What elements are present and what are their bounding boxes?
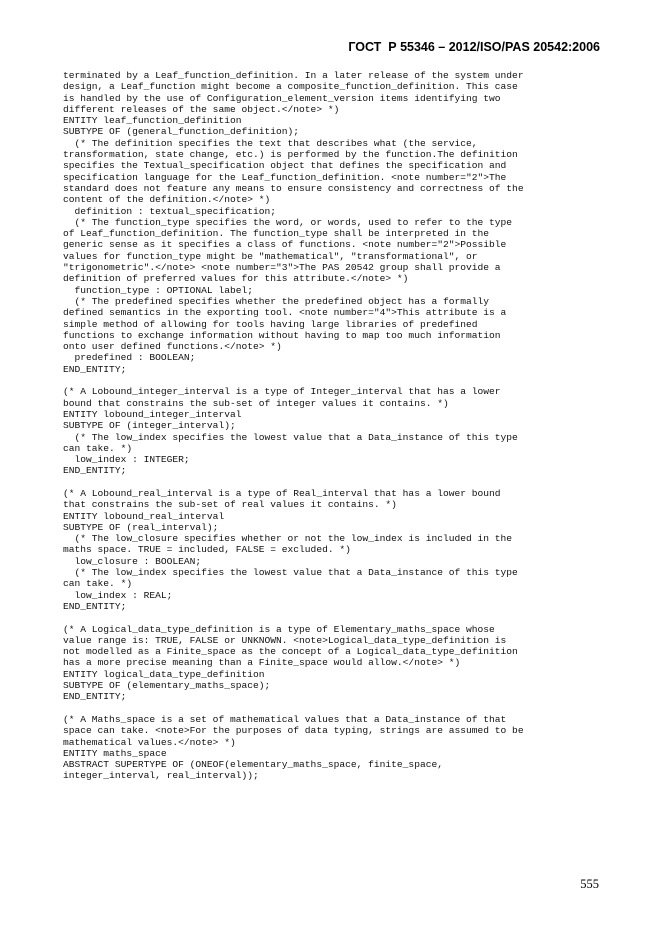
text-line: content of the definition.</note> *) [63, 194, 271, 206]
text-line: different releases of the same object.</note> *) [63, 103, 340, 115]
text-line: onto user defined functions.</note> *) [63, 341, 282, 353]
text-line: ENTITY leaf_function_definition [63, 115, 242, 127]
text-line: values for function_type might be "mathematical", "transformational", or [63, 250, 478, 262]
text-line: functions to exchange information without having to map too much information [63, 329, 501, 341]
text-line: design, a Leaf_function might become a composite_function_definition. This case [63, 81, 518, 93]
blank-line [63, 612, 603, 623]
text-line: definition of preferred values for this attribute.</note> *) [63, 273, 409, 285]
text-line: transformation, state change, etc.) is performed by the function.The definition [63, 149, 518, 161]
text-line: predefined : BOOLEAN; [63, 352, 196, 364]
text-line: ENTITY lobound_integer_interval [63, 408, 242, 420]
text-line: SUBTYPE OF (integer_interval); [63, 420, 236, 432]
text-line: function_type : OPTIONAL label; [63, 284, 253, 296]
document-body [63, 70, 603, 782]
text-line: space can take. <note>For the purposes of data typing, strings are assumed to be [63, 725, 524, 737]
text-line: "trigonometric".</note> <note number="3">The PAS 20542 group shall provide a [63, 262, 501, 274]
text-line: (* A Logical_data_type_definition is a type of Elementary_maths_space whose [63, 623, 495, 635]
text-line: is handled by the use of Configuration_element_version items identifying two [63, 92, 501, 104]
text-line: low_closure : BOOLEAN; [63, 555, 202, 567]
text-line: specification language for the Leaf_function_definition. <note number="2">The [63, 171, 507, 183]
text-line: (* The function_type specifies the word, or words, used to refer to the type [63, 216, 513, 228]
text-line: low_index : INTEGER; [63, 454, 190, 466]
text-line: END_ENTITY; [63, 600, 127, 612]
text-line: ENTITY lobound_real_interval [63, 510, 225, 522]
blank-line [63, 375, 603, 386]
document-header: ГОСТ Р 55346 – 2012/ISO/PAS 20542:2006 [348, 40, 600, 54]
page-number: 555 [580, 877, 599, 891]
text-line: mathematical values.</note> *) [63, 736, 236, 748]
text-line: (* The low_index specifies the lowest value that a Data_instance of this type [63, 567, 518, 579]
text-line: definition : textual_specification; [63, 205, 277, 217]
text-line: low_index : REAL; [63, 589, 173, 601]
text-line: simple method of allowing for tools having large libraries of predefined [63, 318, 478, 330]
text-line: of Leaf_function_definition. The function_type shall be interpreted in the [63, 228, 490, 240]
text-line: SUBTYPE OF (elementary_maths_space); [63, 680, 271, 692]
text-line: maths space. TRUE = included, FALSE = excluded. *) [63, 544, 351, 556]
text-line: that constrains the sub-set of real values it contains. *) [63, 499, 397, 511]
text-line: ENTITY maths_space [63, 747, 167, 759]
text-line: END_ENTITY; [63, 363, 127, 375]
text-line: (* The low_closure specifies whether or not the low_index is included in the [63, 533, 513, 545]
text-line: generic sense as it specifies a class of functions. <note number="2">Possible [63, 239, 507, 251]
text-line: (* A Maths_space is a set of mathematical values that a Data_instance of that [63, 713, 507, 725]
text-line: SUBTYPE OF (real_interval); [63, 521, 219, 533]
text-line: SUBTYPE OF (general_function_definition); [63, 126, 300, 138]
text-line: not modelled as a Finite_space as the concept of a Logical_data_type_definition [63, 646, 518, 658]
text-line: can take. *) [63, 578, 133, 590]
text-line: terminated by a Leaf_function_definition. In a later release of the system under [63, 70, 524, 81]
text-line: (* A Lobound_integer_interval is a type of Integer_interval that has a lower [63, 386, 501, 398]
text-line: integer_interval, real_interval)); [63, 770, 259, 782]
text-line: can take. *) [63, 442, 133, 454]
text-line: has a more precise meaning than a Finite_space would allow.</note> *) [63, 657, 461, 669]
text-line: defined semantics in the exporting tool. <note number="4">This attribute is a [63, 307, 507, 319]
text-line: bound that constrains the sub-set of integer values it contains. *) [63, 397, 449, 409]
blank-line [63, 703, 603, 714]
text-line: (* The low_index specifies the lowest value that a Data_instance of this type [63, 431, 518, 443]
text-line: (* A Lobound_real_interval is a type of Real_interval that has a lower bound [63, 487, 501, 499]
text-line: END_ENTITY; [63, 465, 127, 477]
text-line: value range is: TRUE, FALSE or UNKNOWN. <note>Logical_data_type_definition is [63, 634, 507, 646]
text-line: ABSTRACT SUPERTYPE OF (ONEOF(elementary_maths_space, finite_space, [63, 759, 443, 771]
text-line: standard does not feature any means to ensure consistency and correctness of the [63, 182, 524, 194]
blank-line [63, 477, 603, 488]
text-line: (* The predefined specifies whether the predefined object has a formally [63, 295, 490, 307]
text-line: ENTITY logical_data_type_definition [63, 668, 265, 680]
text-line: (* The definition specifies the text that describes what (the service, [63, 137, 478, 149]
text-line: END_ENTITY; [63, 691, 127, 703]
text-line: specifies the Textual_specification object that defines the specification and [63, 160, 507, 172]
